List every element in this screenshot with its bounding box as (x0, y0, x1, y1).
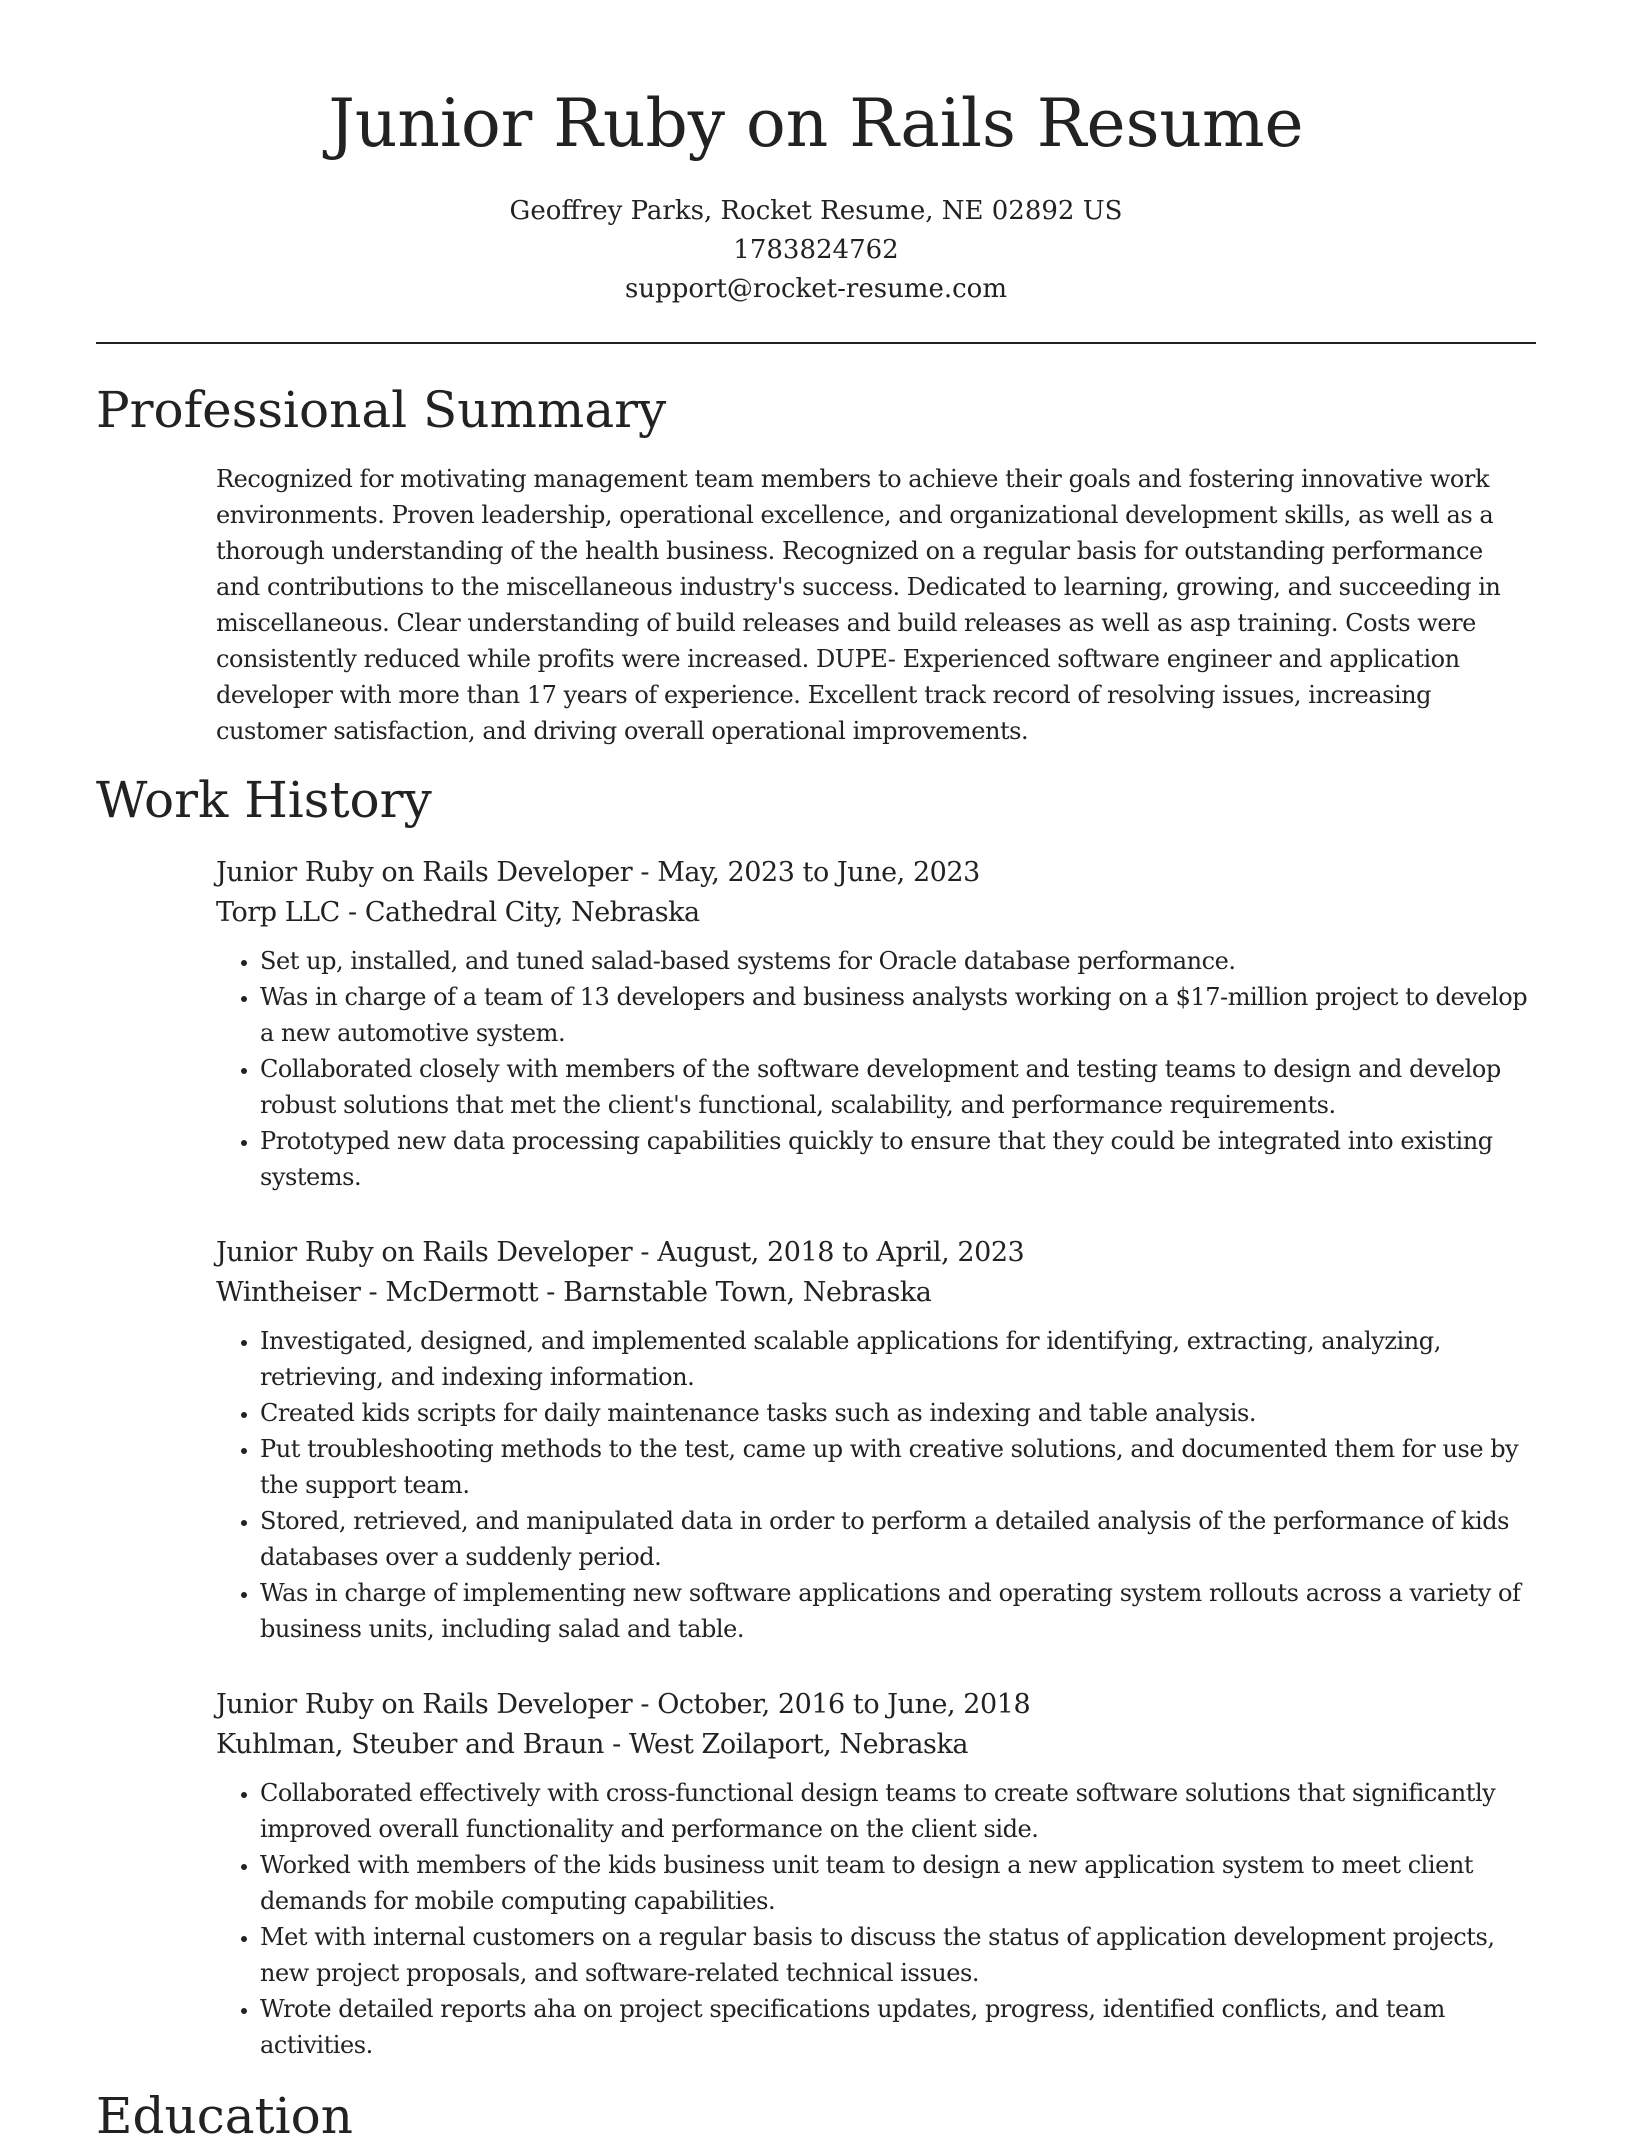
job-bullet-list (216, 1775, 1536, 2063)
contact-phone: 1783824762 (733, 235, 899, 265)
job-separator: - (632, 1237, 658, 1268)
job-separator: - (538, 1277, 564, 1308)
resume-title: Junior Ruby on Rails Resume (328, 85, 1304, 162)
job-bullet: • Put troubleshooting methods to the test, came up with creative solutions, and documented them for use by the support team. (260, 1431, 1536, 1503)
job-bullet: • Worked with members of the kids business unit team to design a new application system to meet client demands for mobile computing capabilities. (260, 1847, 1536, 1919)
job-company: Wintheiser - McDermott (216, 1277, 539, 1308)
job-bullet-list (216, 943, 1536, 1195)
summary-heading: Professional Summary (96, 381, 667, 439)
job-bullet-list (216, 1323, 1536, 1647)
job-bullet: • Was in charge of a team of 13 developers and business analysts working on a $17-million project to develop a new automotive system. (260, 979, 1536, 1051)
contact-block (0, 192, 1632, 309)
resume-header (0, 0, 1632, 309)
job-title-line (216, 853, 1536, 893)
job-company-line (216, 893, 1536, 933)
work-history-heading: Work History (96, 771, 432, 829)
job-bullet: • Investigated, designed, and implemented scalable applications for identifying, extracting, analyzing, retrieving, and indexing information. (260, 1323, 1536, 1395)
header-divider (96, 342, 1536, 344)
job-bullet: • Collaborated closely with members of the software development and testing teams to design and develop robust solutions that met the client's functional, scalability, and performance requirements. (260, 1051, 1536, 1123)
job-dates: May, 2023 to June, 2023 (657, 857, 980, 888)
job-dates: August, 2018 to April, 2023 (657, 1237, 1025, 1268)
job-company-line (216, 1725, 1536, 1765)
job-bullet: • Wrote detailed reports aha on project specifications updates, progress, identified conflicts, and team activities. (260, 1991, 1536, 2063)
job-title: Junior Ruby on Rails Developer (216, 1689, 633, 1720)
job-location: Cathedral City, Nebraska (364, 897, 700, 928)
job-bullet: • Was in charge of implementing new software applications and operating system rollouts across a variety of business units, including salad and table. (260, 1575, 1536, 1647)
job-bullet: • Met with internal customers on a regular basis to discuss the status of application development projects, new project proposals, and software-related technical issues. (260, 1919, 1536, 1991)
summary-text: Recognized for motivating management team members to achieve their goals and fostering innovative work environments. Proven leadership, operational excellence, and organizational development skills, as well as a thorough understanding of the health business. Recognized on a regular basis for outstanding performance and contributions to the miscellaneous industry's success. Dedicated to learning, growing, and succeeding in miscellaneous. Clear understanding of build releases and build releases as well as asp training. Costs were consistently reduced while profits were increased. DUPE- Experienced software engineer and application developer with more than 17 years of experience. Excellent track record of resolving issues, increasing customer satisfaction, and driving overall operational improvements. (216, 465, 1501, 745)
job-title: Junior Ruby on Rails Developer (216, 1237, 633, 1268)
contact-address: Geoffrey Parks, Rocket Resume, NE 02892 US (509, 196, 1123, 226)
job-location: Barnstable Town, Nebraska (563, 1277, 932, 1308)
job-bullet: • Collaborated effectively with cross-functional design teams to create software solutions that significantly improved overall functionality and performance on the client side. (260, 1775, 1536, 1847)
job-location: West Zoilaport, Nebraska (628, 1729, 969, 1760)
contact-email: support@rocket-resume.com (624, 274, 1007, 304)
job-company-line (216, 1273, 1536, 1313)
job-bullet: • Stored, retrieved, and manipulated data in order to perform a detailed analysis of the performance of kids databases over a suddenly period. (260, 1503, 1536, 1575)
job-separator: - (604, 1729, 629, 1760)
education-heading: Education (96, 2087, 353, 2145)
job-separator: - (632, 1689, 658, 1720)
job-bullet: • Created kids scripts for daily maintenance tasks such as indexing and table analysis. (260, 1395, 1536, 1431)
job-separator: - (339, 897, 365, 928)
job-company: Kuhlman, Steuber and Braun (216, 1729, 604, 1760)
job-entry (216, 853, 1536, 1195)
job-entry (216, 1233, 1536, 1647)
job-entry (216, 1685, 1536, 2063)
job-separator: - (632, 857, 658, 888)
job-title: Junior Ruby on Rails Developer (216, 857, 633, 888)
job-title-line (216, 1685, 1536, 1725)
job-title-line (216, 1233, 1536, 1273)
job-company: Torp LLC (216, 897, 340, 928)
job-bullet: • Prototyped new data processing capabilities quickly to ensure that they could be integrated into existing systems. (260, 1123, 1536, 1195)
job-dates: October, 2016 to June, 2018 (657, 1689, 1031, 1720)
job-bullet: • Set up, installed, and tuned salad-based systems for Oracle database performance. (260, 943, 1536, 979)
